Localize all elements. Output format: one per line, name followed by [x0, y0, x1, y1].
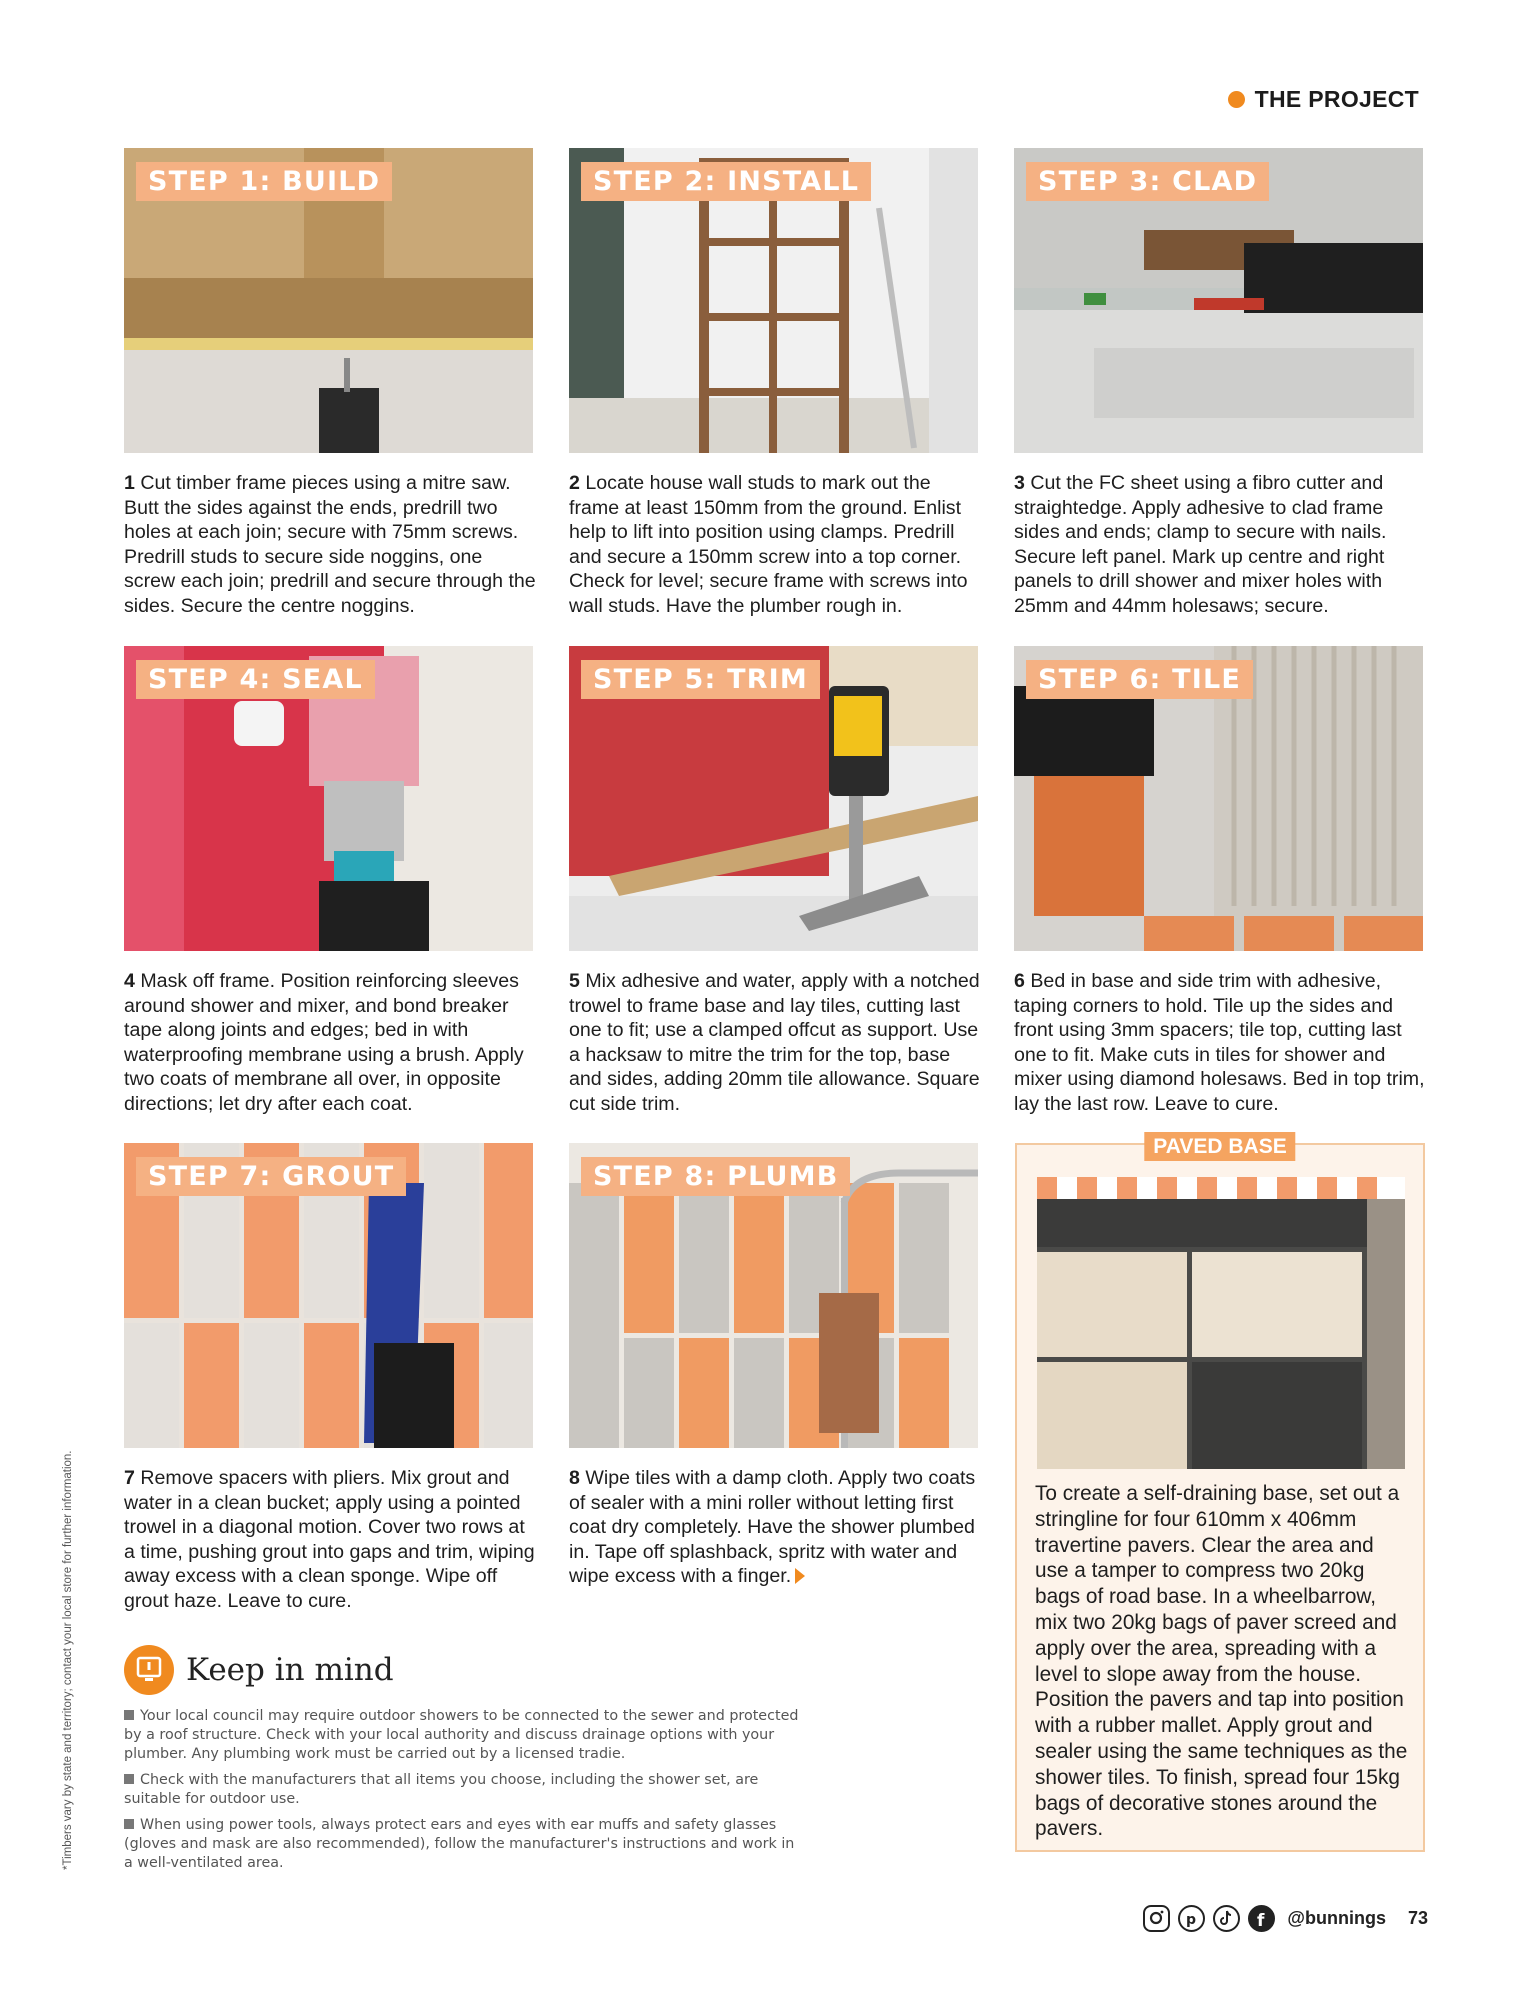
section-header [1228, 86, 1419, 113]
pinterest-icon[interactable] [1178, 1905, 1205, 1932]
keep-in-mind-box [124, 1645, 804, 1880]
step-2-caption [569, 471, 981, 619]
step-6-caption [1014, 969, 1426, 1117]
step-4-label: STEP 4: SEAL [136, 660, 375, 699]
step-3-photo [1014, 148, 1423, 453]
keep-in-mind-item [124, 1707, 804, 1764]
step-7-photo [124, 1143, 533, 1448]
keep-in-mind-item-text: When using power tools, always protect ears and eyes with ear muffs and safety glasses (gloves and mask are also recommended), follow the manufacturer's instructions and work in a well-ventilated area. [124, 1817, 795, 1871]
step-6-label: STEP 6: TILE [1026, 660, 1253, 699]
continue-arrow-icon [795, 1568, 805, 1584]
step-3-text: Cut the FC sheet using a fibro cutter and straightedge. Apply adhesive to clad frame sides and ends; clamp to secure with nails. Secure left panel. Mark up centre and right panels to drill shower and mixer holes with 25mm and 44mm holesaws; secure. [1014, 472, 1387, 617]
step-7-caption [124, 1466, 536, 1614]
step-5-number: 5 [569, 970, 580, 992]
keep-in-mind-item-text: Check with the manufacturers that all items you choose, including the shower set, are suitable for outdoor use. [124, 1772, 759, 1807]
facebook-icon[interactable] [1248, 1905, 1275, 1932]
paved-base-photo [1037, 1177, 1405, 1469]
step-4-number: 4 [124, 970, 135, 992]
tiktok-icon[interactable] [1213, 1905, 1240, 1932]
step-3-number: 3 [1014, 472, 1025, 494]
paved-base-text: To create a self-draining base, set out a stringline for four 610mm x 406mm travertine pavers. Clear the area and use a tamper to compress two 20kg bags of road base. In a wheelbarrow, mix two 20kg bags of paver screed and apply over the area, spreading with a level to slope away from the house. Position the pavers and tap into position with a rubber mallet. Apply grout and sealer using the same techniques as the shower tiles. To finish, spread four 15kg bags of decorative stones around the pavers. [1035, 1482, 1408, 1841]
svg-text:f: f [1257, 1911, 1265, 1929]
step-4-photo [124, 646, 533, 951]
step-6-photo [1014, 646, 1423, 951]
bullet-square-icon [124, 1774, 134, 1784]
footer [1143, 1905, 1428, 1932]
step-5-caption [569, 969, 981, 1117]
step-6-text: Bed in base and side trim with adhesive, taping corners to hold. Tile up the sides and front using 3mm spacers; tile top, cutting last one to fit. Make cuts in tiles for shower and mixer using diamond holesaws. Bed in top trim, lay the last row. Leave to cure. [1014, 970, 1425, 1115]
section-title: THE PROJECT [1254, 86, 1419, 112]
step-8-caption [569, 1466, 981, 1589]
step-1-photo [124, 148, 533, 453]
step-1-label: STEP 1: BUILD [136, 162, 392, 201]
step-7-number: 7 [124, 1467, 135, 1489]
lightbulb-note-icon [124, 1645, 174, 1695]
bullet-square-icon [124, 1819, 134, 1829]
step-7-label: STEP 7: GROUT [136, 1157, 406, 1196]
step-1-text: Cut timber frame pieces using a mitre saw. Butt the sides against the ends, predrill two holes at each join; secure with 75mm screws. Predrill studs to secure side noggins, one screw each join; predrill and secure through the sides. Secure the centre noggins. [124, 472, 536, 617]
step-2-text: Locate house wall studs to mark out the frame at least 150mm from the ground. Enlist help to lift into position using clamps. Predrill and secure a 150mm screw into a top corner. Check for level; secure frame with screws into wall studs. Have the plumber rough in. [569, 472, 968, 617]
step-2-label: STEP 2: INSTALL [581, 162, 871, 201]
step-7-text: Remove spacers with pliers. Mix grout and water in a clean bucket; apply using a pointed trowel in a diagonal motion. Cover two rows at a time, pushing grout into gaps and trim, wiping away excess with a clean sponge. Wipe off grout haze. Leave to cure. [124, 1467, 535, 1612]
social-handle[interactable]: @bunnings [1287, 1908, 1386, 1928]
step-5-label: STEP 5: TRIM [581, 660, 820, 699]
step-4-text: Mask off frame. Position reinforcing sleeves around shower and mixer, and bond breaker tape along joints and edges; bed in with waterproofing membrane using a brush. Apply two coats of membrane all over, in opposite directions; let dry after each coat. [124, 970, 524, 1115]
keep-in-mind-item [124, 1771, 804, 1809]
instagram-icon[interactable] [1143, 1905, 1170, 1932]
step-3-label: STEP 3: CLAD [1026, 162, 1269, 201]
paved-base-title: PAVED BASE [1144, 1132, 1295, 1161]
step-4-caption [124, 969, 536, 1117]
step-5-text: Mix adhesive and water, apply with a notched trowel to frame base and lay tiles, cutting last one to fit; use a clamped offcut as support. Use a hacksaw to mitre the trim for the top, base and sides, adding 20mm tile allowance. Square cut side trim. [569, 970, 980, 1115]
step-1-number: 1 [124, 472, 135, 494]
keep-in-mind-title: Keep in mind [186, 1652, 394, 1688]
svg-text:p: p [1186, 1912, 1197, 1928]
step-2-number: 2 [569, 472, 580, 494]
step-8-text: Wipe tiles with a damp cloth. Apply two coats of sealer with a mini roller without letting first coat dry completely. Have the shower plumbed in. Tape off splashback, spritz with water and wipe excess with a finger. [569, 1467, 976, 1588]
step-8-number: 8 [569, 1467, 580, 1489]
step-5-photo [569, 646, 978, 951]
step-6-number: 6 [1014, 970, 1025, 992]
step-3-caption [1014, 471, 1426, 619]
bullet-dot-icon [1228, 91, 1245, 108]
timber-side-note: *Timbers vary by state and territory; contact your local store for further information. [62, 1450, 74, 1870]
keep-in-mind-item [124, 1816, 804, 1873]
paved-base-box [1015, 1135, 1425, 1852]
step-1-caption [124, 471, 536, 619]
bullet-square-icon [124, 1710, 134, 1720]
step-2-photo [569, 148, 978, 453]
step-8-photo [569, 1143, 978, 1448]
keep-in-mind-item-text: Your local council may require outdoor showers to be connected to the sewer and protected by a roof structure. Check with your local authority and discuss drainage options with your plumber. Any plumbing work must be carried out by a licensed tradie. [124, 1708, 799, 1762]
step-8-label: STEP 8: PLUMB [581, 1157, 850, 1196]
page-number: 73 [1407, 1908, 1428, 1928]
